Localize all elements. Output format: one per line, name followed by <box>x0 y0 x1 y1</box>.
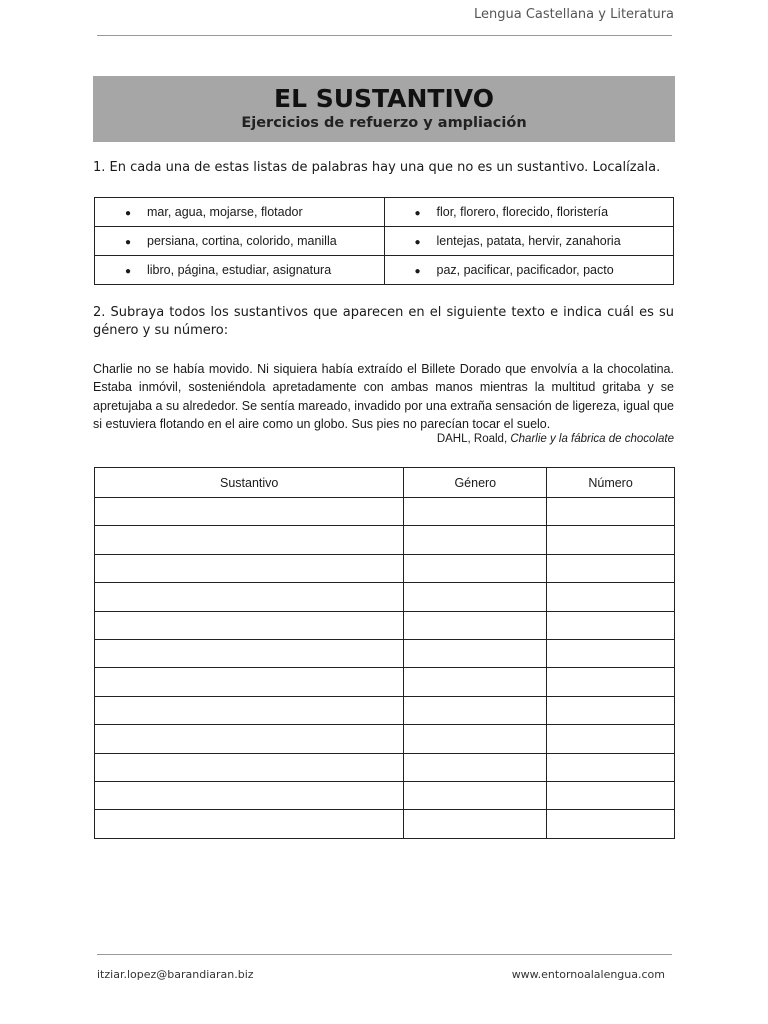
answer-cell-genero[interactable] <box>404 781 547 809</box>
answer-cell-numero[interactable] <box>547 639 675 667</box>
title-banner <box>93 76 675 142</box>
table-header-row <box>95 468 675 498</box>
answer-cell-numero[interactable] <box>547 810 675 838</box>
bullet-icon: ● <box>125 208 132 219</box>
table-row <box>95 668 675 696</box>
table-row <box>95 498 675 526</box>
citation-title: Charlie y la fábrica de chocolate <box>510 433 674 445</box>
bullet-icon: ● <box>414 237 421 248</box>
citation-author: DAHL, Roald, <box>436 433 511 445</box>
citation <box>437 433 674 445</box>
word-list-cell: ● persiana, cortina, colorido, manilla <box>95 227 385 256</box>
table-row <box>95 526 675 554</box>
answer-cell-numero[interactable] <box>547 526 675 554</box>
table-row <box>95 554 675 582</box>
table-row <box>95 753 675 781</box>
table-row <box>95 725 675 753</box>
answer-cell-sustantivo[interactable] <box>95 696 404 724</box>
answer-cell-sustantivo[interactable] <box>95 583 404 611</box>
answer-cell-sustantivo[interactable] <box>95 498 404 526</box>
answer-cell-sustantivo[interactable] <box>95 668 404 696</box>
answer-cell-genero[interactable] <box>404 696 547 724</box>
answer-cell-numero[interactable] <box>547 668 675 696</box>
reading-passage: Charlie no se había movido. Ni siquiera había extraído el Billete Dorado que envolvía a la chocolatina. Estaba inmóvil, sosteniéndola apretadamente con ambas manos mientras la multitud gritaba y se apretujaba a su alrededor. Se sentía mareado, invadido por una extraña sensación de ligereza, igual que si estuviera flotando en el aire como un globo. Sus pies no parecían tocar el suelo. <box>93 362 674 431</box>
answer-cell-sustantivo[interactable] <box>95 639 404 667</box>
answer-cell-sustantivo[interactable] <box>95 753 404 781</box>
answer-cell-sustantivo[interactable] <box>95 781 404 809</box>
answer-cell-genero[interactable] <box>404 583 547 611</box>
bullet-icon: ● <box>414 208 421 219</box>
column-header-genero: Género <box>404 468 547 498</box>
table-row <box>95 256 674 285</box>
word-list-cell: ● libro, página, estudiar, asignatura <box>95 256 385 285</box>
table-row <box>95 639 675 667</box>
answer-cell-sustantivo[interactable] <box>95 810 404 838</box>
page-subtitle: Ejercicios de refuerzo y ampliación <box>241 115 527 131</box>
answer-cell-sustantivo[interactable] <box>95 725 404 753</box>
answer-cell-numero[interactable] <box>547 725 675 753</box>
answer-cell-numero[interactable] <box>547 583 675 611</box>
bullet-icon: ● <box>414 266 421 277</box>
answer-cell-numero[interactable] <box>547 498 675 526</box>
table-row <box>95 198 674 227</box>
answer-cell-genero[interactable] <box>404 753 547 781</box>
answer-cell-genero[interactable] <box>404 611 547 639</box>
answer-cell-genero[interactable] <box>404 498 547 526</box>
table-row <box>95 810 675 838</box>
footer-email: itziar.lopez@barandiaran.biz <box>97 968 254 981</box>
answer-cell-genero[interactable] <box>404 554 547 582</box>
column-header-sustantivo: Sustantivo <box>95 468 404 498</box>
footer-divider <box>97 954 672 955</box>
word-lists-table <box>94 197 674 285</box>
answer-cell-sustantivo[interactable] <box>95 526 404 554</box>
word-list-cell: ● lentejas, patata, hervir, zanahoria <box>384 227 674 256</box>
bullet-icon: ● <box>125 237 132 248</box>
bullet-icon: ● <box>125 266 132 277</box>
word-list-cell: ● mar, agua, mojarse, flotador <box>95 198 385 227</box>
answer-cell-sustantivo[interactable] <box>95 554 404 582</box>
exercise-1-prompt: 1. En cada una de estas listas de palabras hay una que no es un sustantivo. Localízala. <box>93 160 661 175</box>
answer-cell-genero[interactable] <box>404 668 547 696</box>
table-row <box>95 696 675 724</box>
answer-cell-genero[interactable] <box>404 810 547 838</box>
answer-cell-genero[interactable] <box>404 639 547 667</box>
answer-cell-numero[interactable] <box>547 696 675 724</box>
table-row <box>95 611 675 639</box>
page-title: EL SUSTANTIVO <box>274 84 494 113</box>
word-list-cell: ● paz, pacificar, pacificador, pacto <box>384 256 674 285</box>
subject-header: Lengua Castellana y Literatura <box>473 7 674 22</box>
answer-cell-genero[interactable] <box>404 725 547 753</box>
answer-cell-numero[interactable] <box>547 554 675 582</box>
header-divider <box>97 35 672 36</box>
answer-cell-numero[interactable] <box>547 753 675 781</box>
answer-cell-numero[interactable] <box>547 781 675 809</box>
answer-cell-sustantivo[interactable] <box>95 611 404 639</box>
exercise-2-prompt: 2. Subraya todos los sustantivos que aparecen en el siguiente texto e indica cuál es su género y su número: <box>93 305 674 338</box>
word-list-cell: ● flor, florero, florecido, floristería <box>384 198 674 227</box>
table-row <box>95 781 675 809</box>
answer-cell-numero[interactable] <box>547 611 675 639</box>
table-row <box>95 227 674 256</box>
footer-website: www.entornoalalengua.com <box>511 968 665 981</box>
answer-cell-genero[interactable] <box>404 526 547 554</box>
noun-analysis-table <box>94 467 675 839</box>
table-row <box>95 583 675 611</box>
column-header-numero: Número <box>547 468 675 498</box>
